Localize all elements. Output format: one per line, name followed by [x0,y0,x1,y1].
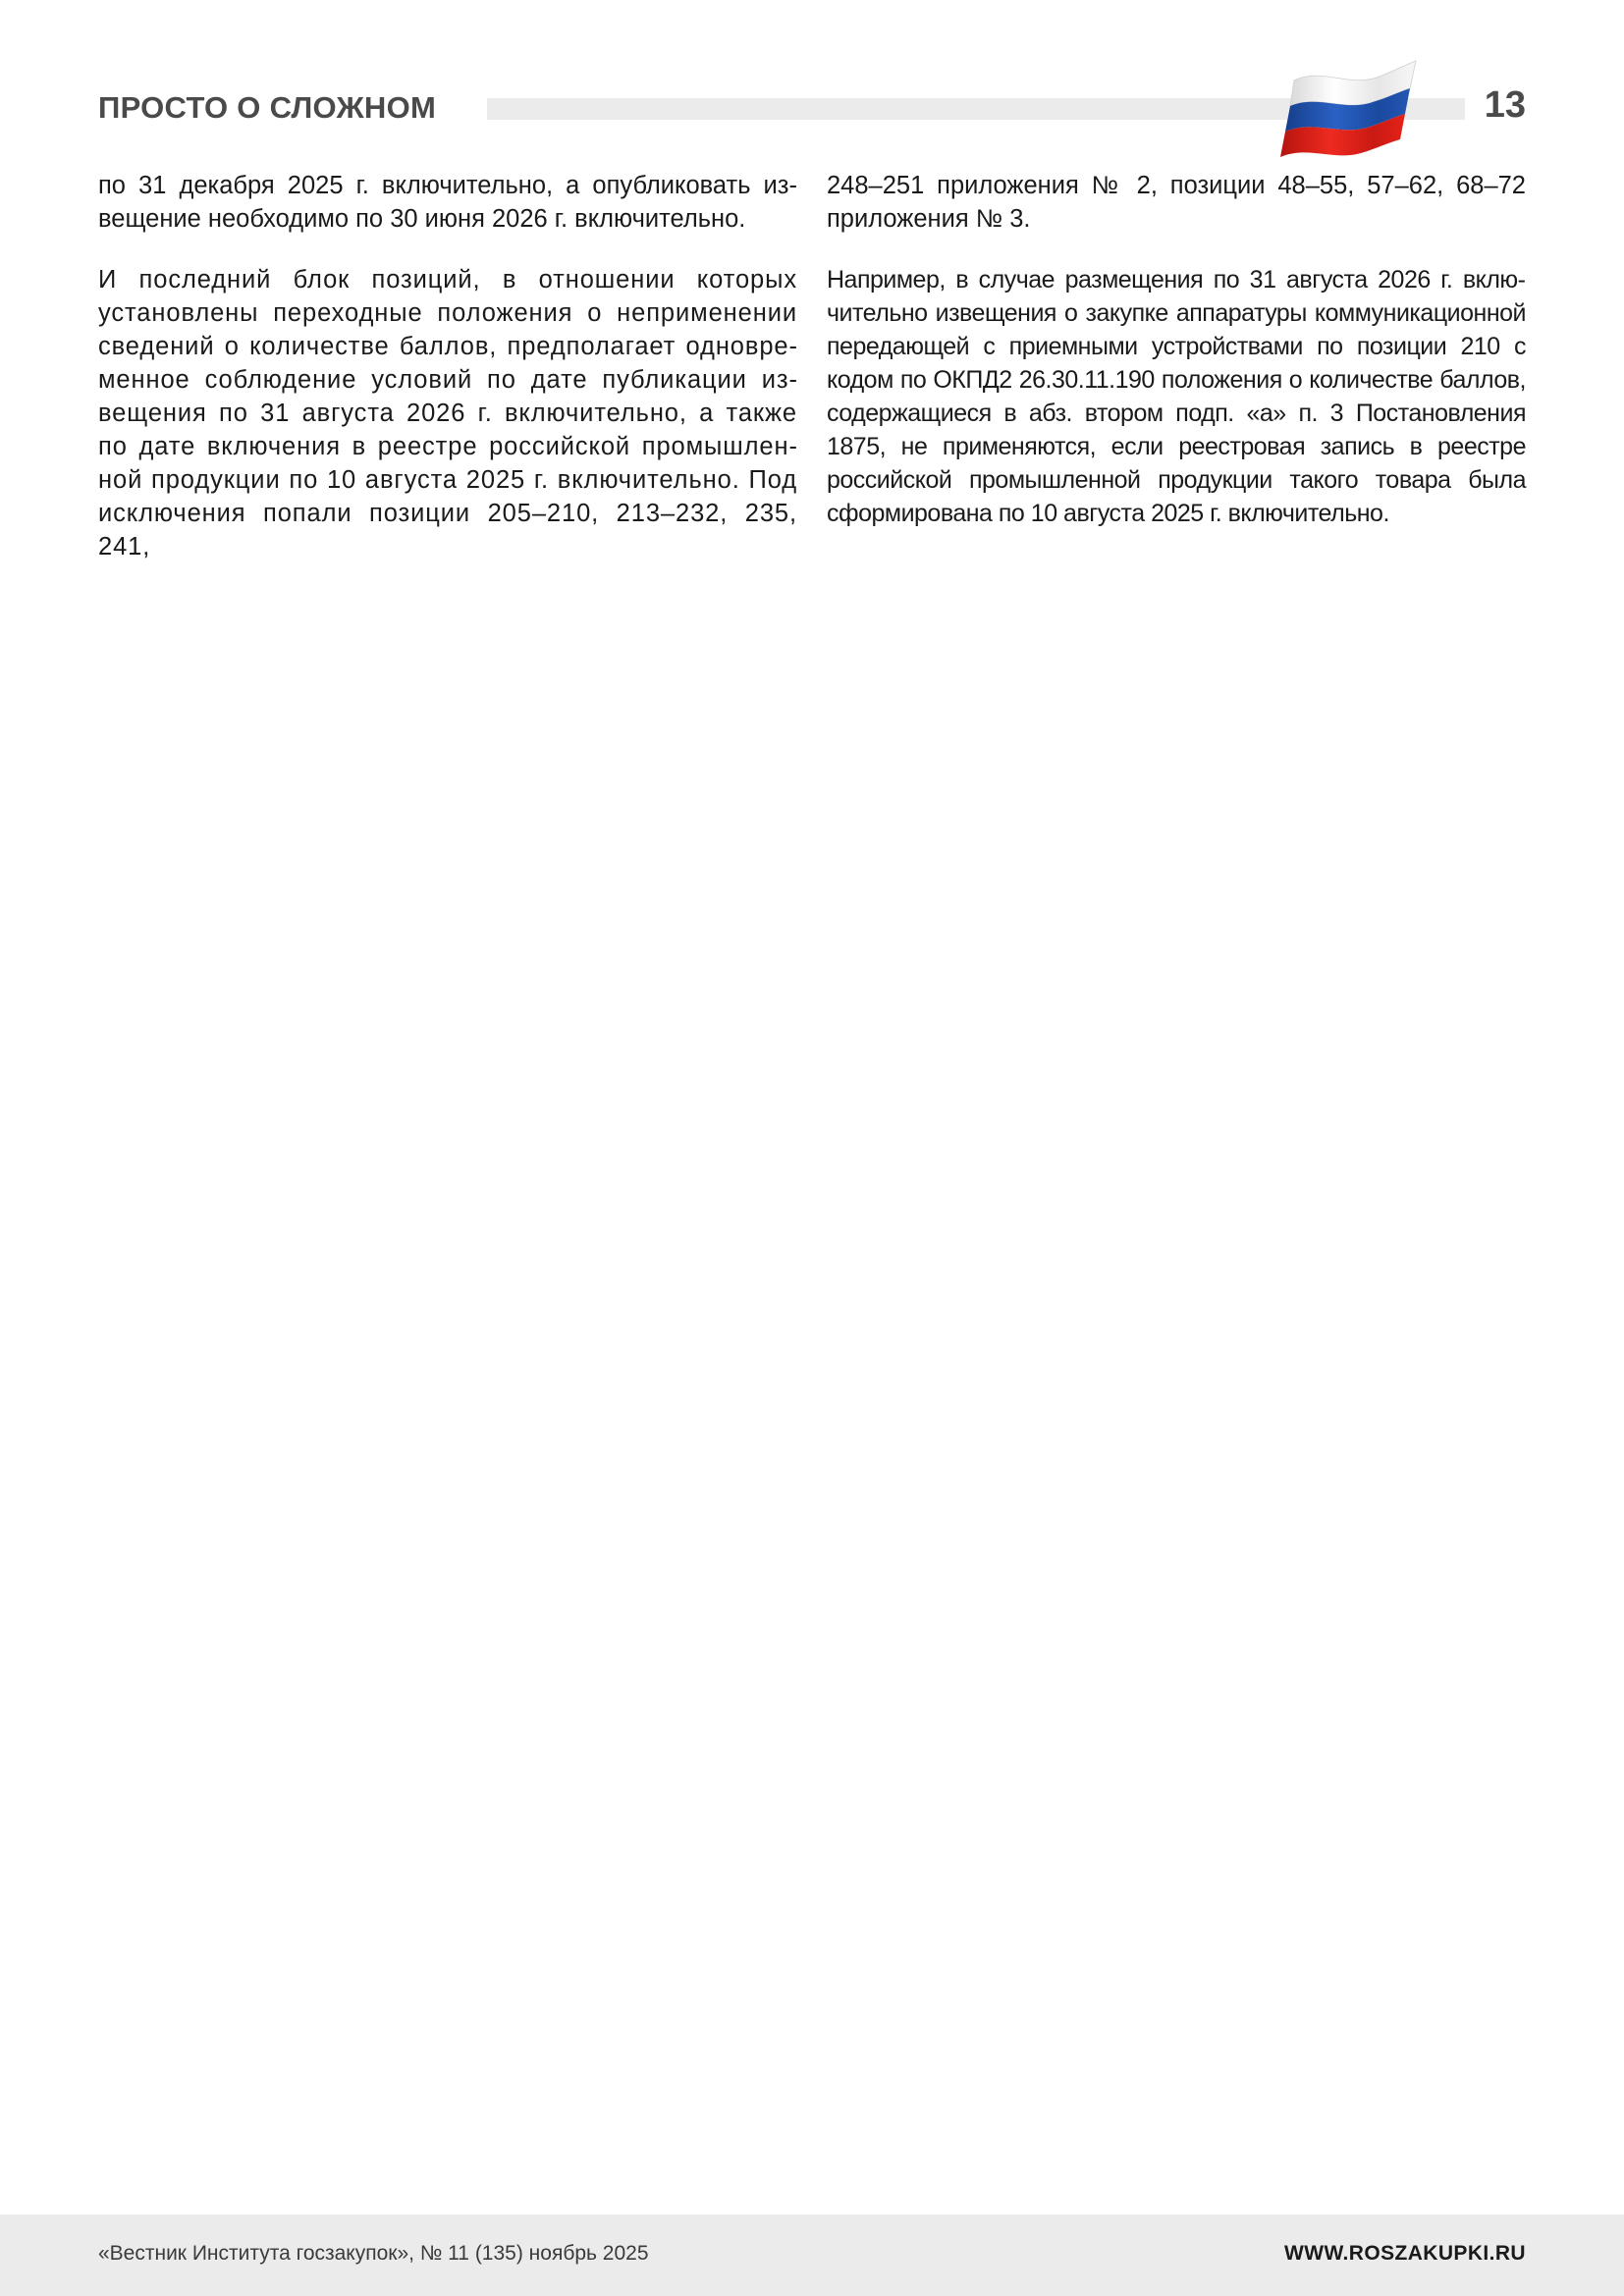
website-link[interactable]: WWW.ROSZAKUPKI.RU [1284,2242,1526,2265]
right-paragraph-1: 248–251 приложения № 2, позиции 48–55, 57–62, 68–72 приложения № 3. [827,172,1526,233]
right-paragraph-2: Например, в случае размещения по 31 августа 2026 г. включительно извещения о закупке аппаратуры коммуникационной передающей с приемными устройствами по позиции 210 с кодом по ОКПД2 26.30.11.190 положения о количестве баллов, содержащиеся в абз. втором подп. «а» п. 3 Постановления 1875, не применяются, если реестровая запись в реестре российской промышленной продукции такого товара была сформирована по 10 августа 2025 г. включительно. [827,266,1526,527]
page-footer [0,2215,1624,2296]
left-paragraph-1: по 31 декабря 2025 г. включительно, а опубликовать извещение необходимо по 30 июня 2026 г. включительно. [98,172,797,233]
right-column [827,169,1526,591]
section-title: ПРОСТО О СЛОЖНОМ [98,90,437,125]
left-paragraph-2: И последний блок позиций, в отношении которых установлены переходные положения о неприменении сведений о количестве баллов, предполагает одновременное соблюдение условий по дате публикации извещения по 31 августа 2026 г. включительно, а также по дате включения в реестре российской промышленной продукции по 10 августа 2025 г. включительно. Под исключения попали позиции 205–210, 213–232, 235, 241, [98,266,797,561]
left-column [98,169,797,591]
page-number: 13 [1484,84,1526,126]
page-header [0,0,1624,167]
article-body [98,169,1526,591]
publication-info: «Вестник Института госзакупок», № 11 (135) ноябрь 2025 [98,2242,649,2265]
russian-flag-icon [1276,59,1424,162]
